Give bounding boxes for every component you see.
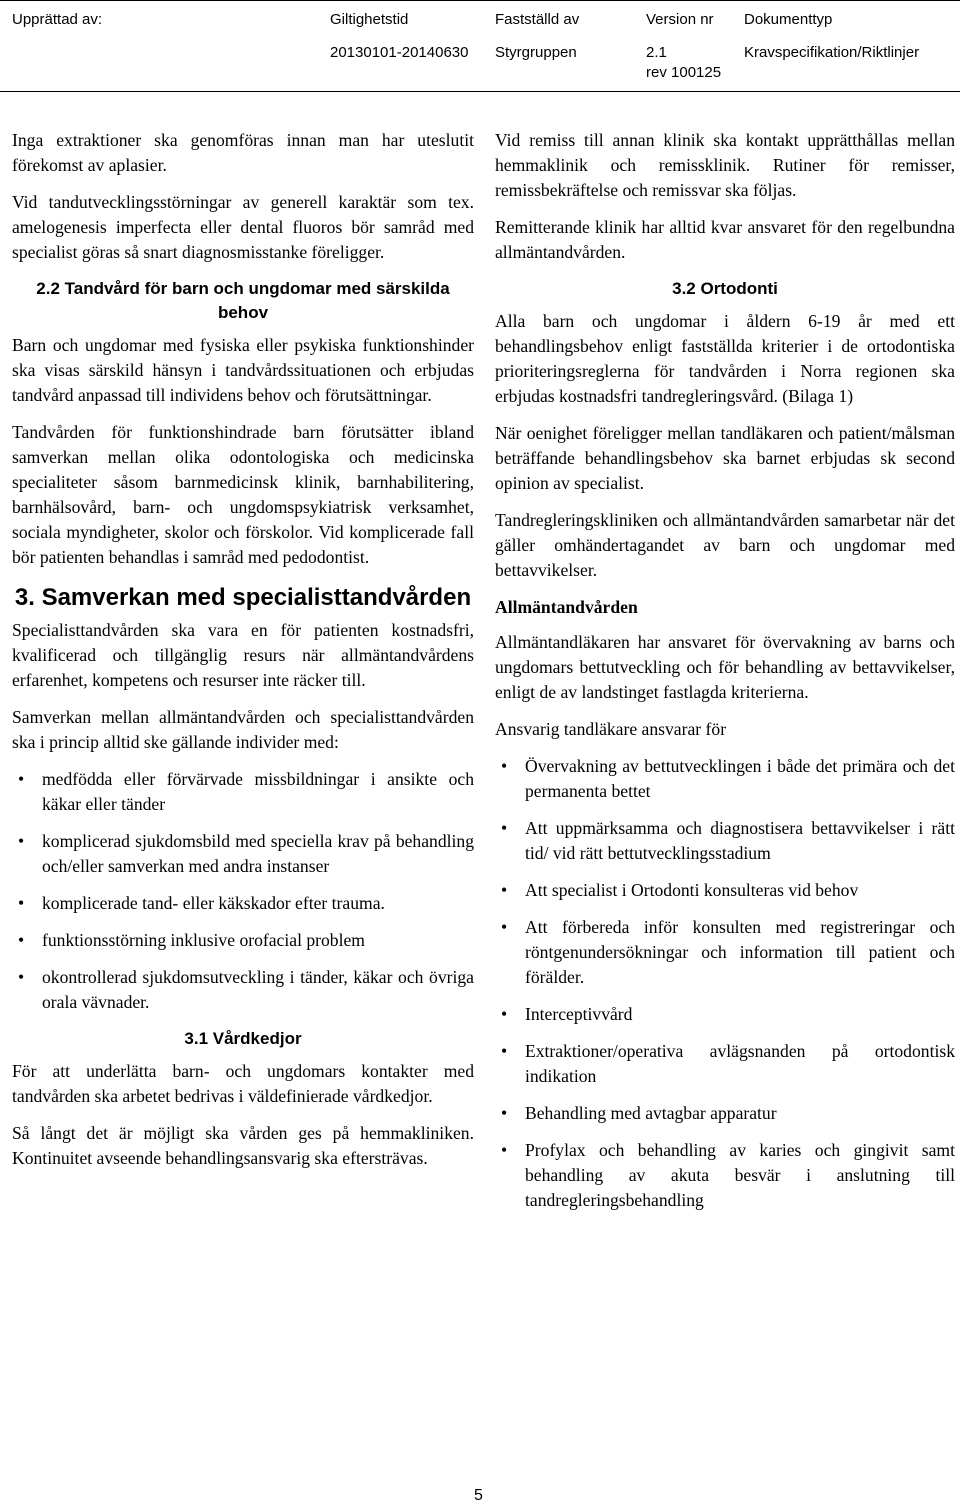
- list-item: [12, 829, 474, 879]
- paragraph: Ansvarig tandläkare ansvarar för: [495, 719, 727, 739]
- list-item-text: Behandling med avtagbar apparatur: [525, 1103, 777, 1123]
- bullet-icon: •: [501, 756, 508, 776]
- bullet-icon: •: [501, 1004, 508, 1024]
- section-heading-2-2: 2.2 Tandvård för barn och ungdomar med särskilda behov: [36, 279, 450, 322]
- section-heading-3-1: 3.1 Vårdkedjor: [184, 1029, 302, 1048]
- bullet-icon: •: [18, 967, 25, 987]
- paragraph: När oenighet föreligger mellan tandläkaren och patient/målsman beträffande behandlingsbehov ska barnet erbjudas sk second opinion av specialist.: [495, 423, 955, 493]
- subheading-allmantandvarden: Allmäntandvården: [495, 597, 638, 617]
- list-item: [495, 1101, 955, 1126]
- paragraph: Tandvården för funktionshindrade barn förutsätter ibland samverkan mellan olika odontologiska och medicinska specialiteter såsom barnmedicinsk klinik, barnhabilitering, barnhälsovård, barn- och ungdomspsykiatrisk verksamhet, sociala myndigheter, skolor och förskolor. Vid komplicerade fall bör patienten behandlas i samråd med pedodontist.: [12, 422, 474, 567]
- list-item-text: medfödda eller förvärvade missbildningar i ansikte och käkar eller tänder: [42, 769, 474, 814]
- list-item-text: Extraktioner/operativa avlägsnanden på ortodontisk indikation: [525, 1041, 955, 1086]
- list-item: [12, 965, 474, 1015]
- bullet-list: [495, 754, 955, 1213]
- list-item-text: Profylax och behandling av karies och gingivit samt behandling av akuta besvär i anslutning till tandregleringsbehandling: [525, 1140, 955, 1210]
- section-heading-3-2: 3.2 Ortodonti: [672, 279, 778, 298]
- left-column: [12, 128, 474, 1183]
- bullet-icon: •: [18, 930, 25, 950]
- list-item: [12, 767, 474, 817]
- paragraph: Alla barn och ungdomar i åldern 6-19 år med ett behandlingsbehov enligt fastställda kriterier i de ortodontiska prioriteringsreglerna för tandvården i Norra regionen ska erbjudas kostnadsfri tandregleringsvård. (Bilaga 1): [495, 311, 955, 406]
- bullet-icon: •: [501, 818, 508, 838]
- list-item: [495, 1138, 955, 1213]
- list-item: [495, 816, 955, 866]
- header-validity-value: 20130101-20140630: [330, 44, 469, 61]
- paragraph: För att underlätta barn- och ungdomars kontakter med tandvården ska arbetet bedrivas i väldefinierade vårdkedjor.: [12, 1061, 474, 1106]
- bullet-icon: •: [501, 1140, 508, 1160]
- list-item: [12, 928, 474, 953]
- list-item-text: komplicerad sjukdomsbild med speciella krav på behandling och/eller samverkan med andra instanser: [42, 831, 474, 876]
- list-item-text: okontrollerad sjukdomsutveckling i tänder, käkar och övriga orala vävnader.: [42, 967, 474, 1012]
- paragraph: Barn och ungdomar med fysiska eller psykiska funktionshinder ska visas särskild hänsyn i tandvårdssituationen och erbjudas tandvård anpassad till individens behov och förutsättningar.: [12, 335, 474, 405]
- bullet-icon: •: [501, 880, 508, 900]
- header-label-doctype: Dokumenttyp: [744, 11, 833, 28]
- paragraph: Inga extraktioner ska genomföras innan man har uteslutit förekomst av aplasier.: [12, 130, 474, 175]
- paragraph: Vid remiss till annan klinik ska kontakt upprätthållas mellan hemmaklinik och remissklinik. Rutiner för remisser, remissbekräftelse och remissvar ska följas.: [495, 130, 955, 200]
- list-item-text: Interceptivvård: [525, 1004, 633, 1024]
- header-bottom-rule: [0, 91, 960, 92]
- paragraph: Remitterande klinik har alltid kvar ansvaret för den regelbundna allmäntandvården.: [495, 217, 955, 262]
- header-version-value: 2.1: [646, 44, 667, 61]
- list-item-text: Att förbereda inför konsulten med registreringar och röntgenundersökningar och information till patient och förälder.: [525, 917, 955, 987]
- list-item: [12, 891, 474, 916]
- bullet-list: [12, 767, 474, 1015]
- right-column: [495, 128, 955, 1225]
- paragraph: Specialisttandvården ska vara en för patienten kostnadsfri, kvalificerad och tillgänglig resurs när allmäntandvårdens erfarenhet, kompetens och resurser inte räcker till.: [12, 620, 474, 690]
- paragraph: Så långt det är möjligt ska vården ges på hemmakliniken. Kontinuitet avseende behandlingsansvarig ska eftersträvas.: [12, 1123, 474, 1168]
- header-label-author: Upprättad av:: [12, 11, 103, 28]
- header-label-version: Version nr: [646, 11, 714, 28]
- paragraph: Samverkan mellan allmäntandvården och specialisttandvården ska i princip alltid ske gällande individer med:: [12, 707, 474, 752]
- header-label-approved: Fastställd av: [495, 11, 580, 28]
- header-doctype-value: Kravspecifikation/Riktlinjer: [744, 44, 920, 61]
- section-heading-3: 3. Samverkan med specialisttandvården: [14, 584, 472, 611]
- bullet-icon: •: [501, 1103, 508, 1123]
- bullet-icon: •: [501, 917, 508, 937]
- list-item: [495, 915, 955, 990]
- header-revision-value: rev 100125: [646, 64, 722, 81]
- list-item: [495, 1002, 955, 1027]
- bullet-icon: •: [18, 831, 25, 851]
- header-label-validity: Giltighetstid: [330, 11, 409, 28]
- bullet-icon: •: [18, 893, 25, 913]
- list-item-text: funktionsstörning inklusive orofacial problem: [42, 930, 365, 950]
- list-item: [495, 754, 955, 804]
- paragraph: Vid tandutvecklingsstörningar av generell karaktär som tex. amelogenesis imperfecta eller dental fluoros bör samråd med specialist göras så snart diagnosmisstanke föreligger.: [12, 192, 474, 262]
- page-number: 5: [474, 1487, 483, 1504]
- list-item: [495, 1039, 955, 1089]
- list-item-text: Att uppmärksamma och diagnostisera bettavvikelser i rätt tid/ vid rätt bettutvecklingsstadium: [525, 818, 955, 863]
- header-approved-value: Styrgruppen: [495, 44, 577, 61]
- list-item: [495, 878, 955, 903]
- document-header: [0, 0, 960, 92]
- list-item-text: komplicerade tand- eller käkskador efter trauma.: [42, 893, 385, 913]
- list-item-text: Att specialist i Ortodonti konsulteras vid behov: [525, 880, 859, 900]
- paragraph: Tandregleringskliniken och allmäntandvården samarbetar när det gäller omhändertagandet av barn och ungdomar med bettavvikelser.: [495, 510, 955, 580]
- bullet-icon: •: [18, 769, 25, 789]
- list-item-text: Övervakning av bettutvecklingen i både det primära och det permanenta bettet: [525, 756, 955, 801]
- header-top-rule: [0, 0, 960, 1]
- paragraph: Allmäntandläkaren har ansvaret för övervakning av barns och ungdomars bettutveckling och för behandling av bettavvikelser, enligt de av landstinget fastlagda kriterierna.: [495, 632, 955, 702]
- bullet-icon: •: [501, 1041, 508, 1061]
